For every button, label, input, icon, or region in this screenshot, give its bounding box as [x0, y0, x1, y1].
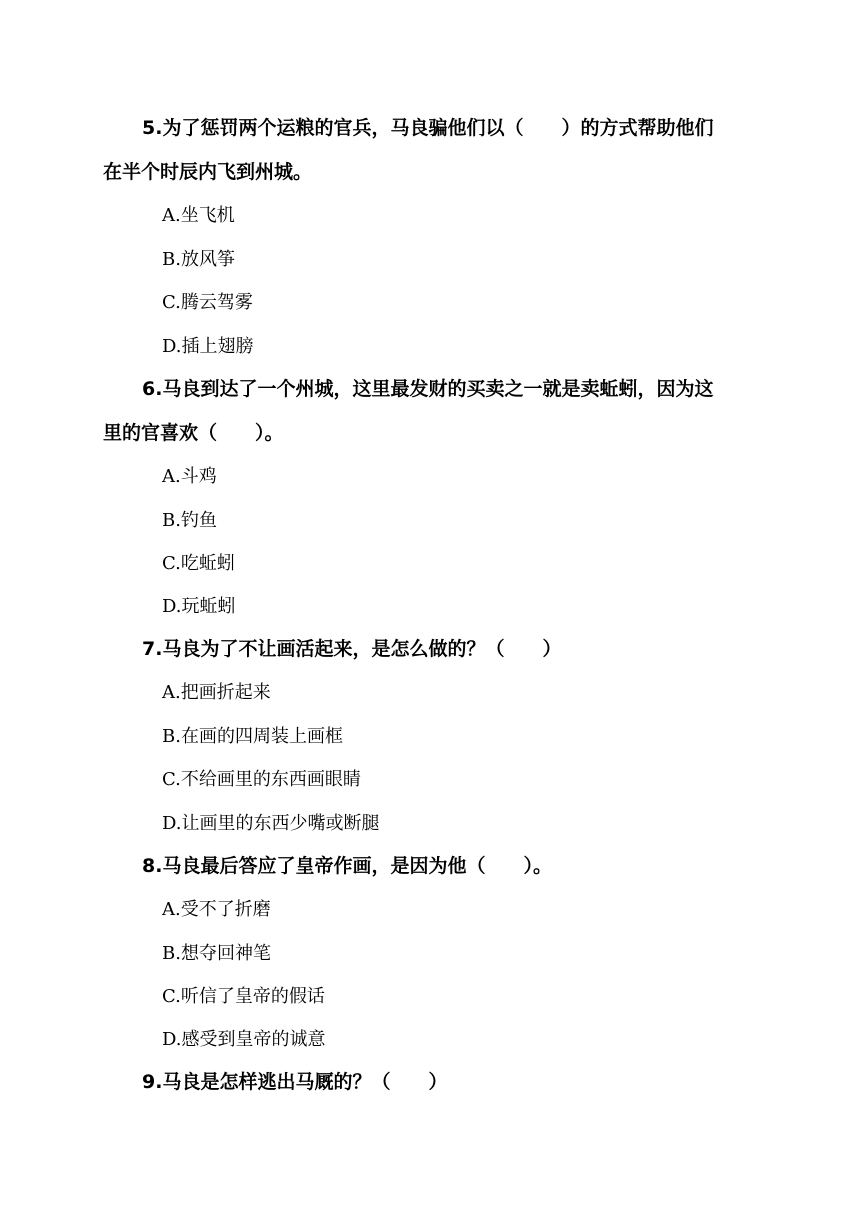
- question-7-text: [103, 628, 763, 671]
- question-7-option-a: A.把画折起来: [162, 682, 271, 703]
- question-8-line1: 8.马良最后答应了皇帝作画，是因为他（ ）。: [142, 855, 552, 877]
- question-5-option-d: D.插上翅膀: [162, 336, 254, 357]
- question-6-option-c: C.吃蚯蚓: [162, 553, 235, 574]
- question-9-text: [103, 1061, 763, 1104]
- question-8-option-b: B.想夺回神笔: [162, 943, 271, 964]
- question-6-option-a: A.斗鸡: [162, 466, 217, 487]
- question-5-option-c: C.腾云驾雾: [162, 292, 253, 313]
- question-7-option-c: C.不给画里的东西画眼睛: [162, 769, 361, 790]
- question-5-text: [103, 107, 763, 150]
- question-7-line1: 7.马良为了不让画活起来，是怎么做的？（ ）: [142, 638, 562, 660]
- question-5-line2: 在半个时辰内飞到州城。: [103, 161, 313, 183]
- question-6-line2: 里的官喜欢（ ）。: [103, 422, 284, 444]
- question-7-option-b: B.在画的四周装上画框: [162, 726, 343, 747]
- question-6-option-b: B.钓鱼: [162, 510, 217, 531]
- question-8-option-d: D.感受到皇帝的诚意: [162, 1029, 326, 1050]
- question-8-option-a: A.受不了折磨: [162, 899, 271, 920]
- question-8-option-c: C.听信了皇帝的假话: [162, 986, 325, 1007]
- question-5-option-a: A.坐飞机: [162, 205, 235, 226]
- question-5-option-b: B.放风筝: [162, 249, 235, 270]
- question-7-option-d: D.让画里的东西少嘴或断腿: [162, 813, 380, 834]
- question-9-line1: 9.马良是怎样逃出马厩的？（ ）: [142, 1071, 448, 1093]
- question-6-text: [103, 368, 763, 411]
- question-5-line1: 5.为了惩罚两个运粮的官兵，马良骗他们以（ ）的方式帮助他们: [142, 117, 714, 139]
- question-6-line1: 6.马良到达了一个州城，这里最发财的买卖之一就是卖蚯蚓，因为这: [142, 378, 714, 400]
- question-6-option-d: D.玩蚯蚓: [162, 596, 236, 617]
- question-8-text: [103, 845, 763, 888]
